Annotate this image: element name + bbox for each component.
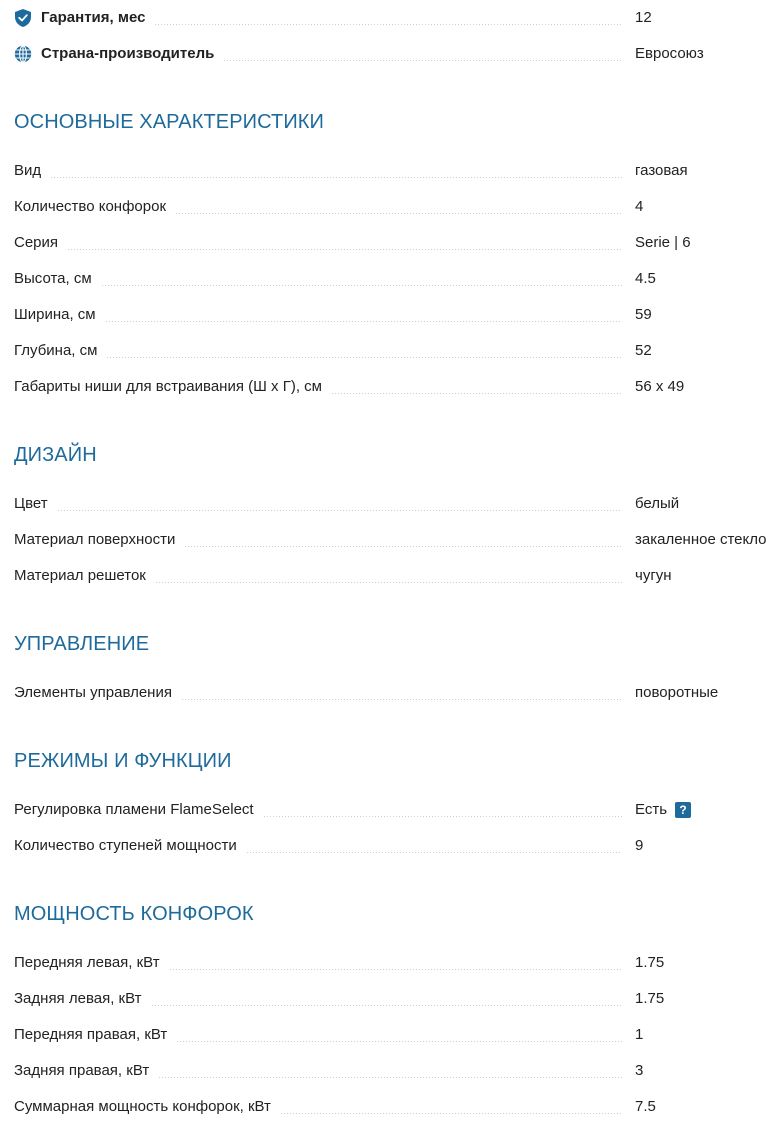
- dotted-leader: [68, 249, 622, 250]
- spec-label: Высота, см: [14, 267, 102, 291]
- spec-value: [635, 798, 691, 822]
- spec-label: Гарантия, мес: [41, 6, 155, 30]
- spec-value: 52: [635, 342, 652, 359]
- spec-row: [14, 375, 780, 399]
- spec-label: Габариты ниши для встраивания (Ш х Г), см: [14, 375, 332, 399]
- dotted-leader: [159, 1077, 622, 1078]
- spec-label: Материал решеток: [14, 564, 156, 588]
- globe-icon: [14, 45, 32, 63]
- section-title-burner-power: МОЩНОСТЬ КОНФОРОК: [14, 903, 254, 925]
- dotted-leader: [58, 510, 622, 511]
- spec-row: [14, 159, 780, 183]
- spec-value: газовая: [635, 162, 688, 179]
- spec-value: 4: [635, 198, 644, 215]
- spec-label: Количество ступеней мощности: [14, 834, 247, 858]
- spec-label: Регулировка пламени FlameSelect: [14, 798, 264, 822]
- spec-row-country: [14, 42, 780, 66]
- shield-check-icon: [14, 9, 32, 27]
- spec-row: [14, 195, 780, 219]
- dotted-leader: [107, 357, 622, 358]
- spec-value: 59: [635, 306, 652, 323]
- spec-row: [14, 681, 780, 705]
- spec-label: Ширина, см: [14, 303, 106, 327]
- section-title-design: ДИЗАЙН: [14, 444, 97, 466]
- spec-row: [14, 492, 780, 516]
- spec-label: Суммарная мощность конфорок, кВт: [14, 1095, 281, 1119]
- spec-row: [14, 564, 780, 588]
- spec-row: [14, 1095, 780, 1119]
- spec-label: Количество конфорок: [14, 195, 176, 219]
- spec-value: белый: [635, 495, 680, 512]
- dotted-leader: [224, 60, 622, 61]
- spec-value: 7.5: [635, 1098, 656, 1115]
- spec-value: 4.5: [635, 270, 656, 287]
- spec-label: Элементы управления: [14, 681, 182, 705]
- spec-label: Материал поверхности: [14, 528, 185, 552]
- dotted-leader: [51, 177, 622, 178]
- spec-value: поворотные: [635, 684, 719, 701]
- spec-row-warranty: [14, 6, 780, 30]
- spec-label: Задняя левая, кВт: [14, 987, 152, 1011]
- spec-row: [14, 987, 780, 1011]
- dotted-leader: [156, 582, 622, 583]
- dotted-leader: [177, 1041, 622, 1042]
- spec-label: Серия: [14, 231, 68, 255]
- dotted-leader: [176, 213, 622, 214]
- spec-row: [14, 951, 780, 975]
- spec-row: [14, 834, 780, 858]
- dotted-leader: [182, 699, 622, 700]
- spec-label: Глубина, см: [14, 339, 107, 363]
- section-title-controls: УПРАВЛЕНИЕ: [14, 633, 150, 655]
- dotted-leader: [102, 285, 622, 286]
- spec-label: Цвет: [14, 492, 58, 516]
- spec-row: [14, 231, 780, 255]
- dotted-leader: [264, 816, 622, 817]
- section-title-modes: РЕЖИМЫ И ФУНКЦИИ: [14, 750, 232, 772]
- dotted-leader: [152, 1005, 623, 1006]
- spec-label: Передняя правая, кВт: [14, 1023, 177, 1047]
- dotted-leader: [106, 321, 622, 322]
- spec-value: 9: [635, 837, 644, 854]
- spec-value: 1.75: [635, 990, 665, 1007]
- spec-value: 1: [635, 1026, 644, 1043]
- spec-row: [14, 798, 780, 822]
- spec-value: 56 x 49: [635, 378, 685, 395]
- spec-row: [14, 303, 780, 327]
- dotted-leader: [247, 852, 622, 853]
- spec-row: [14, 1059, 780, 1083]
- section-title-main: ОСНОВНЫЕ ХАРАКТЕРИСТИКИ: [14, 111, 325, 133]
- spec-label: Страна-производитель: [41, 42, 224, 66]
- spec-value: 12: [635, 9, 652, 26]
- spec-value: Serie | 6: [635, 234, 691, 251]
- spec-label: Задняя правая, кВт: [14, 1059, 159, 1083]
- dotted-leader: [185, 546, 622, 547]
- spec-row: [14, 267, 780, 291]
- dotted-leader: [281, 1113, 622, 1114]
- spec-label: Передняя левая, кВт: [14, 951, 170, 975]
- spec-label: Вид: [14, 159, 51, 183]
- spec-row: [14, 1023, 780, 1047]
- spec-value-text: Есть: [635, 801, 668, 818]
- spec-row: [14, 528, 780, 552]
- spec-value: закаленное стекло: [635, 531, 767, 548]
- help-question-icon[interactable]: ?: [675, 802, 691, 818]
- dotted-leader: [155, 24, 622, 25]
- dotted-leader: [170, 969, 622, 970]
- spec-row: [14, 339, 780, 363]
- dotted-leader: [332, 393, 622, 394]
- spec-value: 3: [635, 1062, 644, 1079]
- spec-value: Евросоюз: [635, 45, 704, 62]
- spec-value: чугун: [635, 567, 672, 584]
- spec-value: 1.75: [635, 954, 665, 971]
